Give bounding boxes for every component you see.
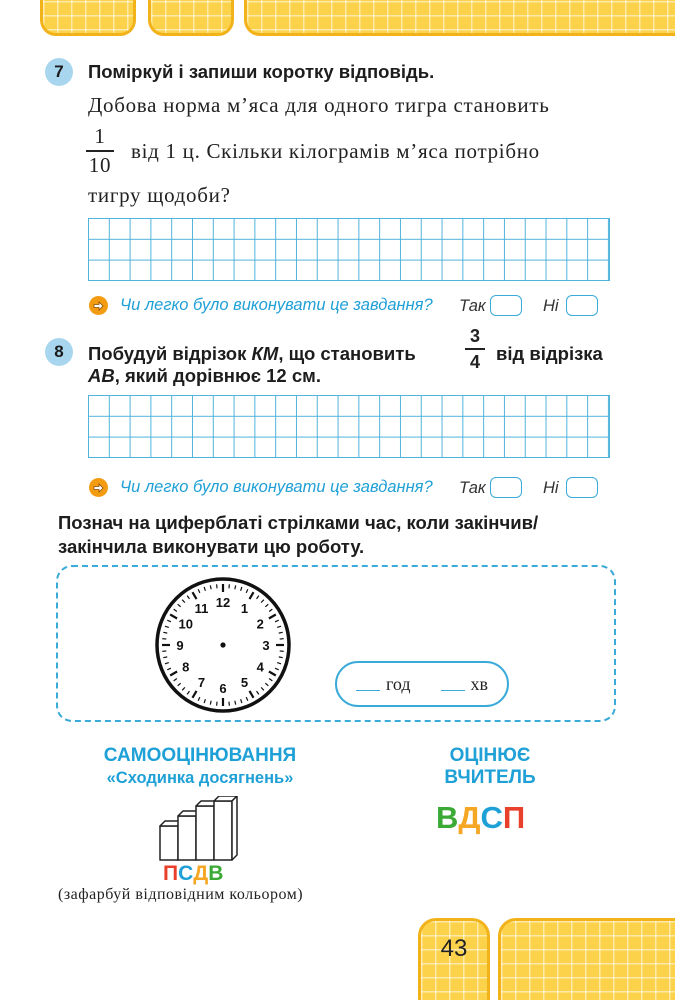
teacher-letters	[436, 800, 525, 836]
hours-label: год	[385, 673, 411, 694]
arrow-right-icon	[89, 478, 108, 497]
self-assessment-letters	[163, 862, 223, 886]
task-7-line-1: Добова норма м’яса для одного тигра становить	[88, 93, 550, 117]
task-7-question-row	[89, 296, 433, 315]
clock-tick	[279, 632, 283, 633]
color-instruction-note: (зафарбуй відповідним кольором)	[58, 886, 304, 903]
fraction-bar	[86, 150, 114, 152]
clock-numeral: 2	[256, 616, 264, 632]
clock-tick	[163, 632, 167, 633]
fraction-denominator: 10	[88, 153, 112, 177]
clock-tick	[235, 701, 236, 705]
task-8-heading-line-2	[88, 365, 321, 387]
task-7-fraction	[86, 126, 114, 176]
teacher-title-line-2: ВЧИТЕЛЬ	[444, 767, 536, 788]
task-8-heading-line-1	[88, 343, 416, 365]
clock-numeral: 9	[176, 638, 184, 653]
clock-numeral: 5	[240, 675, 249, 691]
task-8-answer-grid[interactable]	[88, 395, 610, 458]
task-7-answer-grid[interactable]	[88, 218, 610, 281]
heading-text: , який дорівнює 12 см.	[114, 365, 321, 386]
task-7-line-3: тигру щодоби?	[88, 183, 231, 207]
clock-tick	[163, 657, 167, 658]
page-number-tab	[418, 918, 490, 1000]
letter-d: Д	[458, 800, 481, 835]
clock-tick	[235, 585, 236, 589]
clock-numeral: 10	[178, 616, 193, 632]
task-7-heading: Поміркуй і запиши коротку відповідь.	[88, 61, 435, 82]
clock-tick	[279, 657, 283, 658]
minutes-label: хв	[470, 673, 489, 694]
heading-text: , що становить	[278, 343, 416, 364]
yes-checkbox[interactable]	[490, 295, 522, 316]
fraction-bar	[465, 348, 485, 350]
task-7-line-2: від 1 ц. Скільки кілограмів м’яса потрібно	[131, 139, 540, 163]
clock-numeral: 11	[194, 600, 209, 616]
clock-task-line-2: закінчила виконувати цю роботу.	[58, 536, 365, 557]
minutes-blank[interactable]	[441, 677, 465, 691]
task-8-question-row	[89, 478, 433, 497]
clock-face[interactable]	[153, 575, 293, 715]
hours-blank[interactable]	[356, 677, 380, 691]
top-decor-tab-1	[40, 0, 136, 36]
top-decor-tab-2	[148, 0, 234, 36]
letter-v: В	[436, 800, 459, 835]
stairs-icon	[158, 796, 244, 862]
letter-p: П	[163, 862, 179, 885]
self-assessment-subtitle: «Сходинка досягнень»	[106, 769, 294, 787]
clock-center	[220, 642, 225, 647]
heading-text: Побудуй відрізок	[88, 343, 252, 364]
letter-s: С	[480, 800, 503, 835]
self-assessment-title: САМООЦІНЮВАННЯ	[103, 745, 297, 766]
clock-task-line-1: Познач на циферблаті стрілками час, коли закінчив/	[58, 512, 539, 533]
task-8-number: 8	[45, 338, 73, 366]
page-number: 43	[440, 935, 468, 962]
yes-checkbox[interactable]	[490, 477, 522, 498]
letter-s: С	[178, 862, 194, 885]
letter-p: П	[502, 800, 526, 835]
clock-numeral: 1	[240, 600, 249, 616]
no-checkbox[interactable]	[566, 295, 598, 316]
letter-d: Д	[193, 862, 209, 885]
task-8-fraction	[465, 327, 485, 371]
question-text: Чи легко було виконувати це завдання?	[120, 478, 433, 496]
clock-numeral: 8	[182, 659, 190, 675]
clock-dashed-frame	[56, 565, 616, 722]
top-decor-tab-3	[244, 0, 675, 36]
clock-numeral: 3	[262, 638, 270, 653]
bottom-decor-tab	[498, 918, 675, 1000]
segment-km: КМ	[251, 343, 279, 364]
letter-v: В	[208, 862, 224, 885]
fraction-numerator: 3	[469, 326, 480, 346]
clock-tick	[210, 701, 211, 705]
clock-numeral: 12	[215, 595, 231, 610]
yes-label: Так	[459, 479, 486, 497]
clock-numeral: 7	[197, 675, 206, 691]
yes-label: Так	[459, 297, 486, 315]
task-8-heading-tail: від відрізка	[496, 343, 603, 364]
teacher-title-line-1: ОЦІНЮЄ	[449, 745, 531, 766]
no-checkbox[interactable]	[566, 477, 598, 498]
fraction-denominator: 4	[469, 352, 480, 372]
question-text: Чи легко було виконувати це завдання?	[120, 296, 433, 314]
no-label: Ні	[543, 297, 559, 315]
clock-numeral: 6	[219, 681, 227, 696]
fraction-numerator: 1	[94, 124, 106, 148]
arrow-right-icon	[89, 296, 108, 315]
task-7-number: 7	[45, 58, 73, 86]
clock-numeral: 4	[256, 659, 264, 675]
no-label: Ні	[543, 479, 559, 497]
segment-ab: АВ	[88, 365, 115, 386]
clock-tick	[210, 585, 211, 589]
time-answer-pill[interactable]	[335, 661, 509, 707]
